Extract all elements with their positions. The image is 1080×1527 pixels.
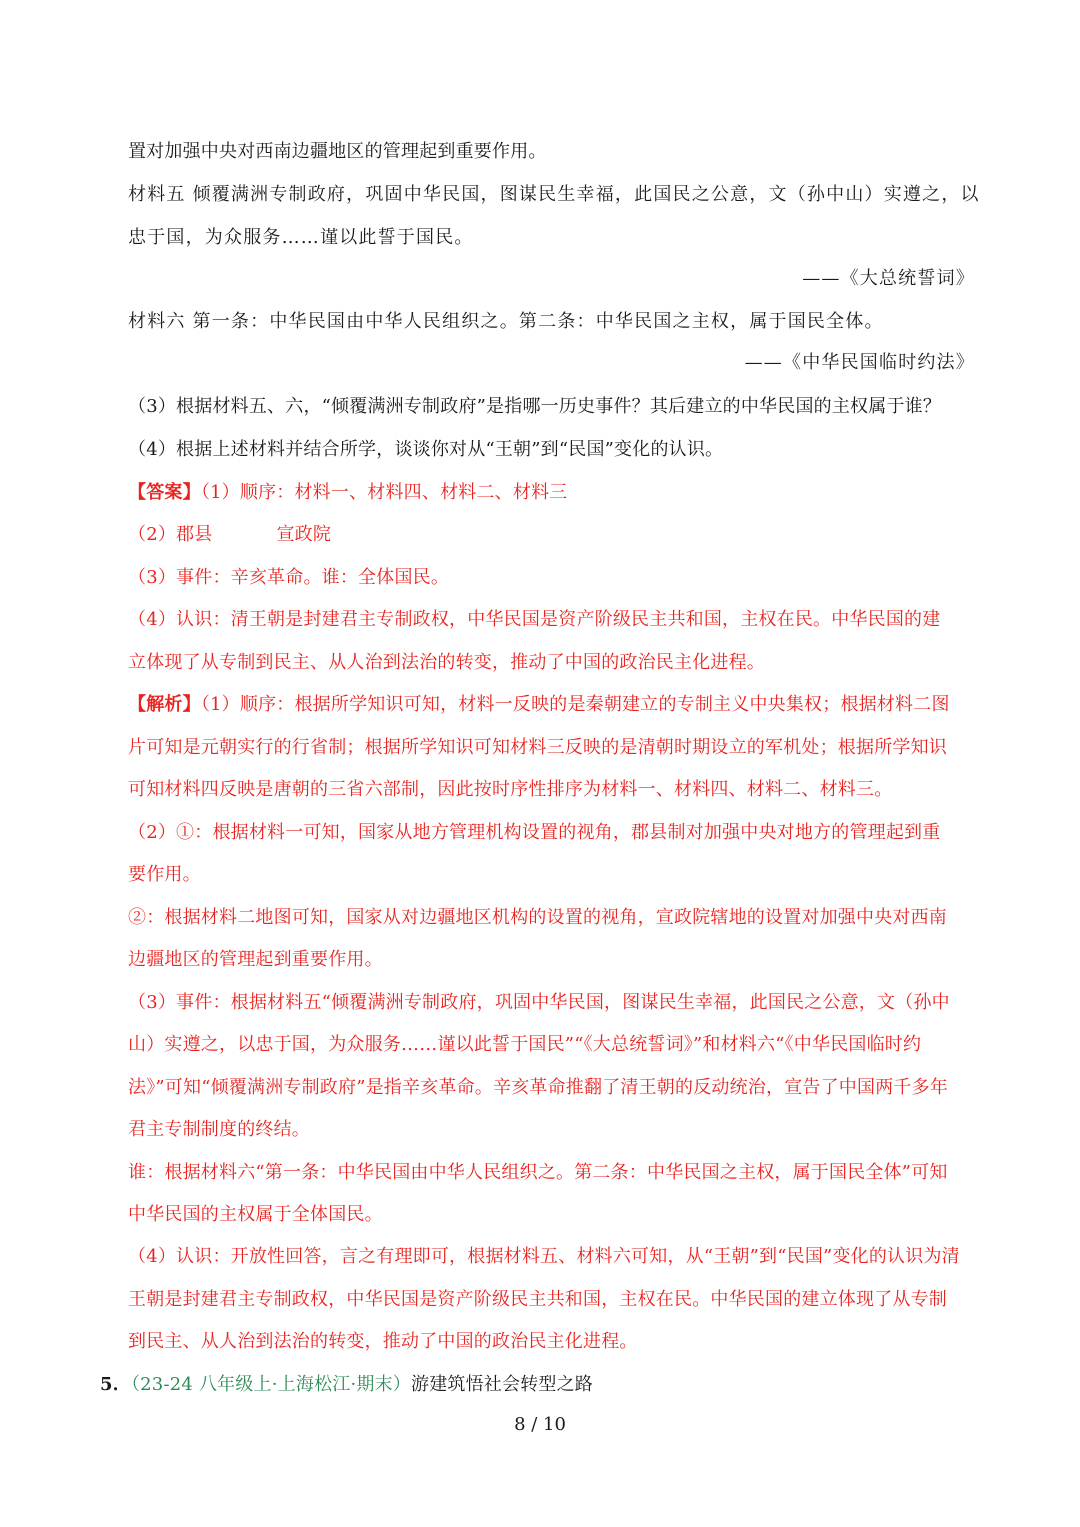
question-4: （4）根据上述材料并结合所学，谈谈你对从“王朝”到“民国”变化的认识。 [128, 439, 724, 460]
next-question-heading [100, 1372, 960, 1398]
analysis-1-line1: （1）顺序：根据所学知识可知，材料一反映的是秦朝建立的专制主义中央集权；根据材料二图 [200, 694, 950, 715]
material-five-line1: 材料五 倾覆满洲专制政府，巩固中华民国，图谋民生幸福，此国民之公意，文（孙中山）实遵之，以 [128, 184, 980, 205]
next-question-source: （23-24 八年级上·上海松江·期末） [130, 1374, 411, 1395]
analysis-3-line4: 君主专制制度的终结。 [128, 1119, 310, 1140]
next-question-number: 5． [100, 1374, 131, 1395]
material-five-source: ——《大总统誓词》 [802, 268, 975, 289]
analysis-1-line1-row [128, 692, 988, 718]
material-six-line1: 材料六 第一条：中华民国由中华人民组织之。第二条：中华民国之主权，属于国民全体。 [128, 311, 884, 332]
answer-tag: 【答案】 [128, 482, 201, 503]
answer-2-label: （2）郡县 [128, 524, 213, 545]
analysis-4-line3: 到民主、从人治到法治的转变，推动了中国的政治民主化进程。 [128, 1331, 638, 1352]
material-six-source: ——《中华民国临时约法》 [744, 352, 975, 373]
analysis-2-line2: 要作用。 [128, 864, 201, 885]
analysis-1-line3: 可知材料四反映是唐朝的三省六部制，因此按时序性排序为材料一、材料四、材料二、材料三。 [128, 779, 893, 800]
analysis-2b-line2: 边疆地区的管理起到重要作用。 [128, 949, 383, 970]
answer-1-line [128, 480, 988, 506]
page-number: 8 / 10 [514, 1414, 566, 1435]
top-line: 置对加强中央对西南边疆地区的管理起到重要作用。 [128, 141, 547, 162]
analysis-3-line2: 山）实遵之，以忠于国，为众服务……谨以此誓于国民”“《大总统誓词》”和材料六“《中华民国临时约 [128, 1034, 922, 1055]
material-five-line2: 忠于国，为众服务……谨以此誓于国民。 [128, 227, 474, 248]
analysis-1-line2: 片可知是元朝实行的行省制；根据所学知识可知材料三反映的是清朝时期设立的军机处；根据所学知识 [128, 737, 947, 758]
question-3: （3）根据材料五、六，“倾覆满洲专制政府”是指哪一历史事件？其后建立的中华民国的主权属于谁？ [128, 396, 942, 417]
analysis-4-line2: 王朝是封建君主专制政权，中华民国是资产阶级民主共和国，主权在民。中华民国的建立体现了从专制 [128, 1289, 947, 1310]
analysis-2b-line1: ②：根据材料二地图可知，国家从对边疆地区机构的设置的视角，宣政院辖地的设置对加强中央对西南 [128, 907, 947, 928]
analysis-3b-line1: 谁：根据材料六“第一条：中华民国由中华人民组织之。第二条：中华民国之主权，属于国民全体”可知 [128, 1162, 948, 1183]
analysis-3b-line2: 中华民国的主权属于全体国民。 [128, 1204, 383, 1225]
analysis-4-line1: （4）认识：开放性回答，言之有理即可，根据材料五、材料六可知，从“王朝”到“民国”变化的认识为清 [128, 1246, 960, 1267]
analysis-3-line3: 法》”可知“倾覆满洲专制政府”是指辛亥革命。辛亥革命推翻了清王朝的反动统治，宣告了中国两千多年 [128, 1077, 949, 1098]
answer-1: （1）顺序：材料一、材料四、材料二、材料三 [200, 482, 568, 503]
next-question-title: 游建筑悟社会转型之路 [411, 1374, 593, 1395]
answer-4-line1: （4）认识：清王朝是封建君主专制政权，中华民国是资产阶级民主共和国，主权在民。中华民国的建 [128, 609, 941, 630]
answer-2-value: 宣政院 [276, 524, 332, 545]
analysis-2-line1: （2）①：根据材料一可知，国家从地方管理机构设置的视角，郡县制对加强中央对地方的管理起到重 [128, 822, 941, 843]
analysis-tag: 【解析】 [128, 694, 201, 715]
answer-2-line [128, 522, 988, 548]
analysis-3-line1: （3）事件：根据材料五“倾覆满洲专制政府，巩固中华民国，图谋民生幸福，此国民之公意，文（孙中 [128, 992, 950, 1013]
answer-4-line2: 立体现了从专制到民主、从人治到法治的转变，推动了中国的政治民主化进程。 [128, 652, 765, 673]
answer-3: （3）事件：辛亥革命。谁：全体国民。 [128, 567, 450, 588]
